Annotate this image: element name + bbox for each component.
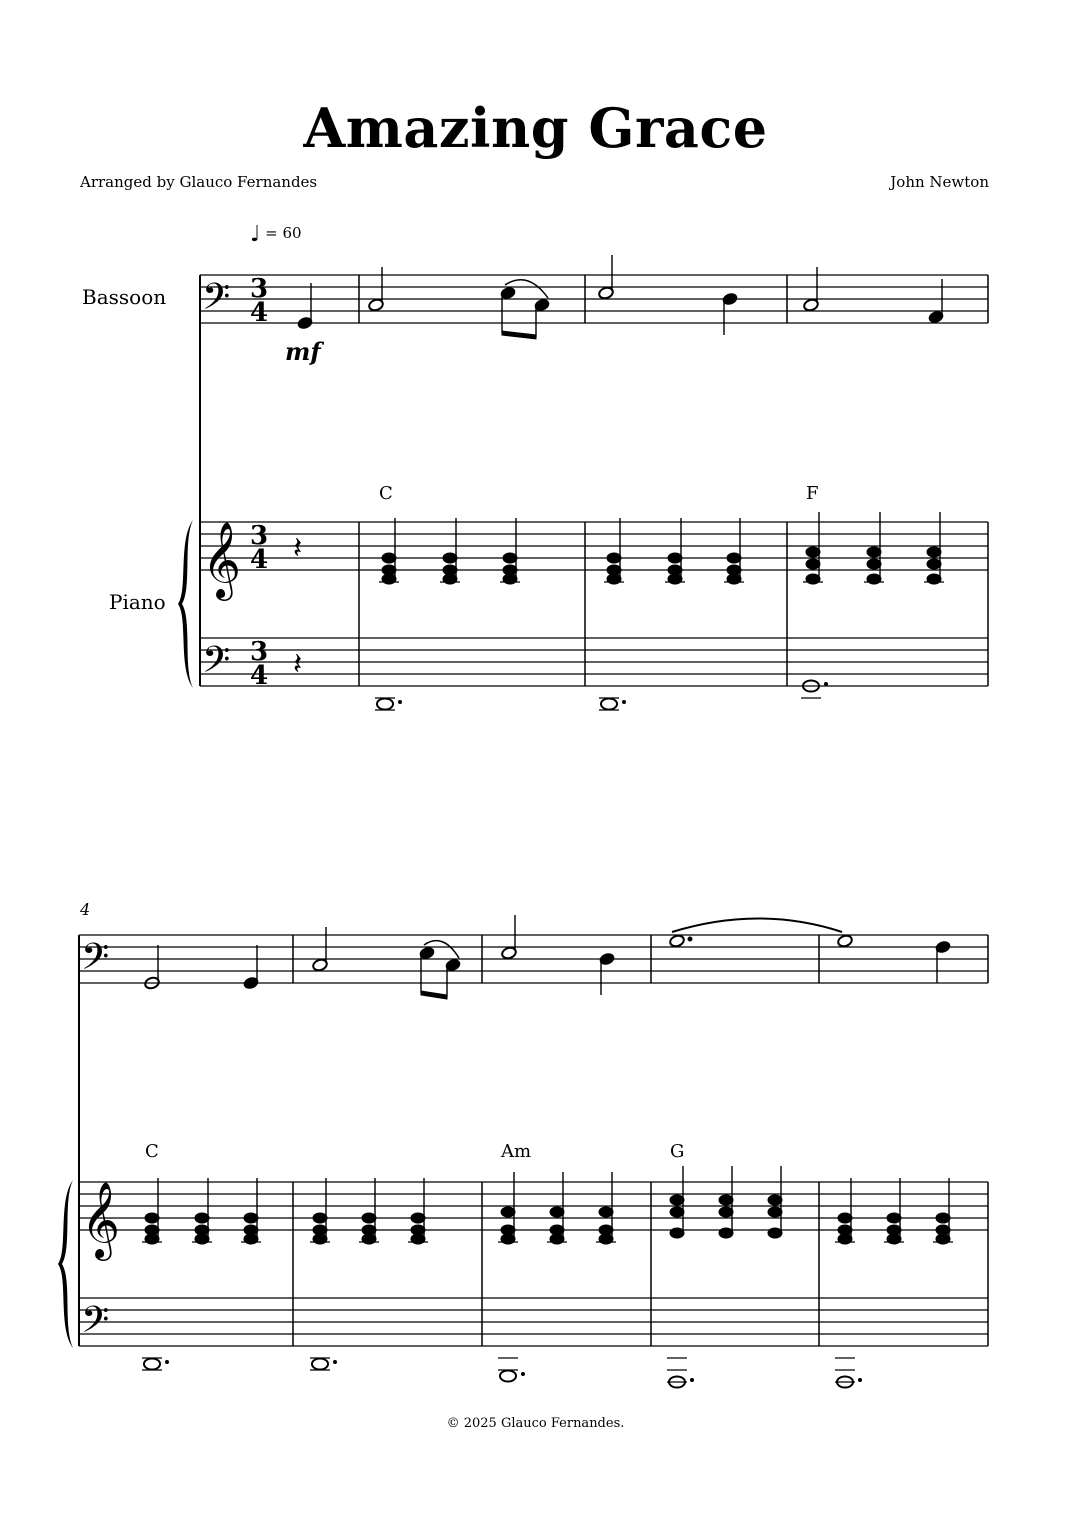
note-dotted-half <box>312 1359 328 1370</box>
chord-c <box>145 1178 258 1244</box>
note-half <box>837 934 854 948</box>
piano-brace <box>58 1180 73 1348</box>
quarter-rest-icon: 𝄽 <box>293 647 303 682</box>
chord-c <box>382 518 517 584</box>
bass-clef-icon: 𝄢 <box>81 936 110 987</box>
composer-credit: John Newton <box>890 173 989 191</box>
instrument-label-bassoon: Bassoon <box>82 285 167 309</box>
chord-c <box>313 1178 425 1244</box>
chord-am <box>501 1172 613 1244</box>
note-dotted-half <box>144 1359 160 1370</box>
time-signature-denominator: 4 <box>250 298 269 328</box>
chord-symbol: C <box>145 1141 159 1162</box>
piano-treble-chords <box>382 512 941 584</box>
chord-c <box>607 518 741 584</box>
system-2 <box>58 900 988 1388</box>
note-dotted-half <box>377 699 393 710</box>
piano-brace <box>178 520 193 688</box>
treble-clef-icon: 𝄞 <box>202 521 242 598</box>
bass-clef-icon: 𝄢 <box>202 276 231 327</box>
system-1 <box>178 255 988 710</box>
bassoon-notes <box>297 255 945 339</box>
bass-clef-icon: 𝄢 <box>81 1299 110 1350</box>
time-signature-numerator: 3 <box>250 637 269 667</box>
quarter-note-icon: ♩ <box>250 222 261 247</box>
chord-g <box>670 1166 782 1238</box>
dynamic-marking: mf <box>285 337 321 366</box>
piano-treble-chords <box>145 1166 950 1244</box>
time-signature-denominator: 4 <box>250 545 269 575</box>
chord-symbol: C <box>379 483 393 504</box>
chord-symbol: F <box>806 483 819 504</box>
tempo-value: = 60 <box>265 224 302 242</box>
note-dotted-half <box>500 1371 516 1382</box>
chord-symbol: Am <box>501 1141 532 1162</box>
bassoon-staff <box>200 275 988 323</box>
quarter-rest-icon: 𝄽 <box>293 531 303 566</box>
barlines <box>293 935 988 1346</box>
bass-clef-icon: 𝄢 <box>202 639 231 690</box>
instrument-label-piano: Piano <box>109 590 166 614</box>
piano-bass-notes <box>142 1358 862 1388</box>
arranger-credit: Arranged by Glauco Fernandes <box>80 173 318 191</box>
measure-number: 4 <box>80 900 91 919</box>
time-signature-numerator: 3 <box>250 521 269 551</box>
chord-symbol: G <box>670 1141 685 1162</box>
piece-title: Amazing Grace <box>303 96 768 160</box>
barlines <box>359 275 988 686</box>
piano-bass-notes <box>375 681 828 711</box>
piano-bass-staff <box>79 1298 988 1346</box>
note-dotted-half <box>601 699 617 710</box>
time-signature <box>250 274 268 691</box>
time-signature-denominator: 4 <box>250 661 269 691</box>
time-signature-numerator: 3 <box>250 274 269 304</box>
bassoon-notes <box>144 915 952 999</box>
note-dotted-half <box>669 934 686 948</box>
piano-bass-staff <box>200 638 988 686</box>
chord-c <box>838 1178 950 1244</box>
chord-f <box>806 512 941 584</box>
treble-clef-icon: 𝄞 <box>81 1181 121 1258</box>
copyright-footer: © 2025 Glauco Fernandes. <box>446 1416 625 1431</box>
